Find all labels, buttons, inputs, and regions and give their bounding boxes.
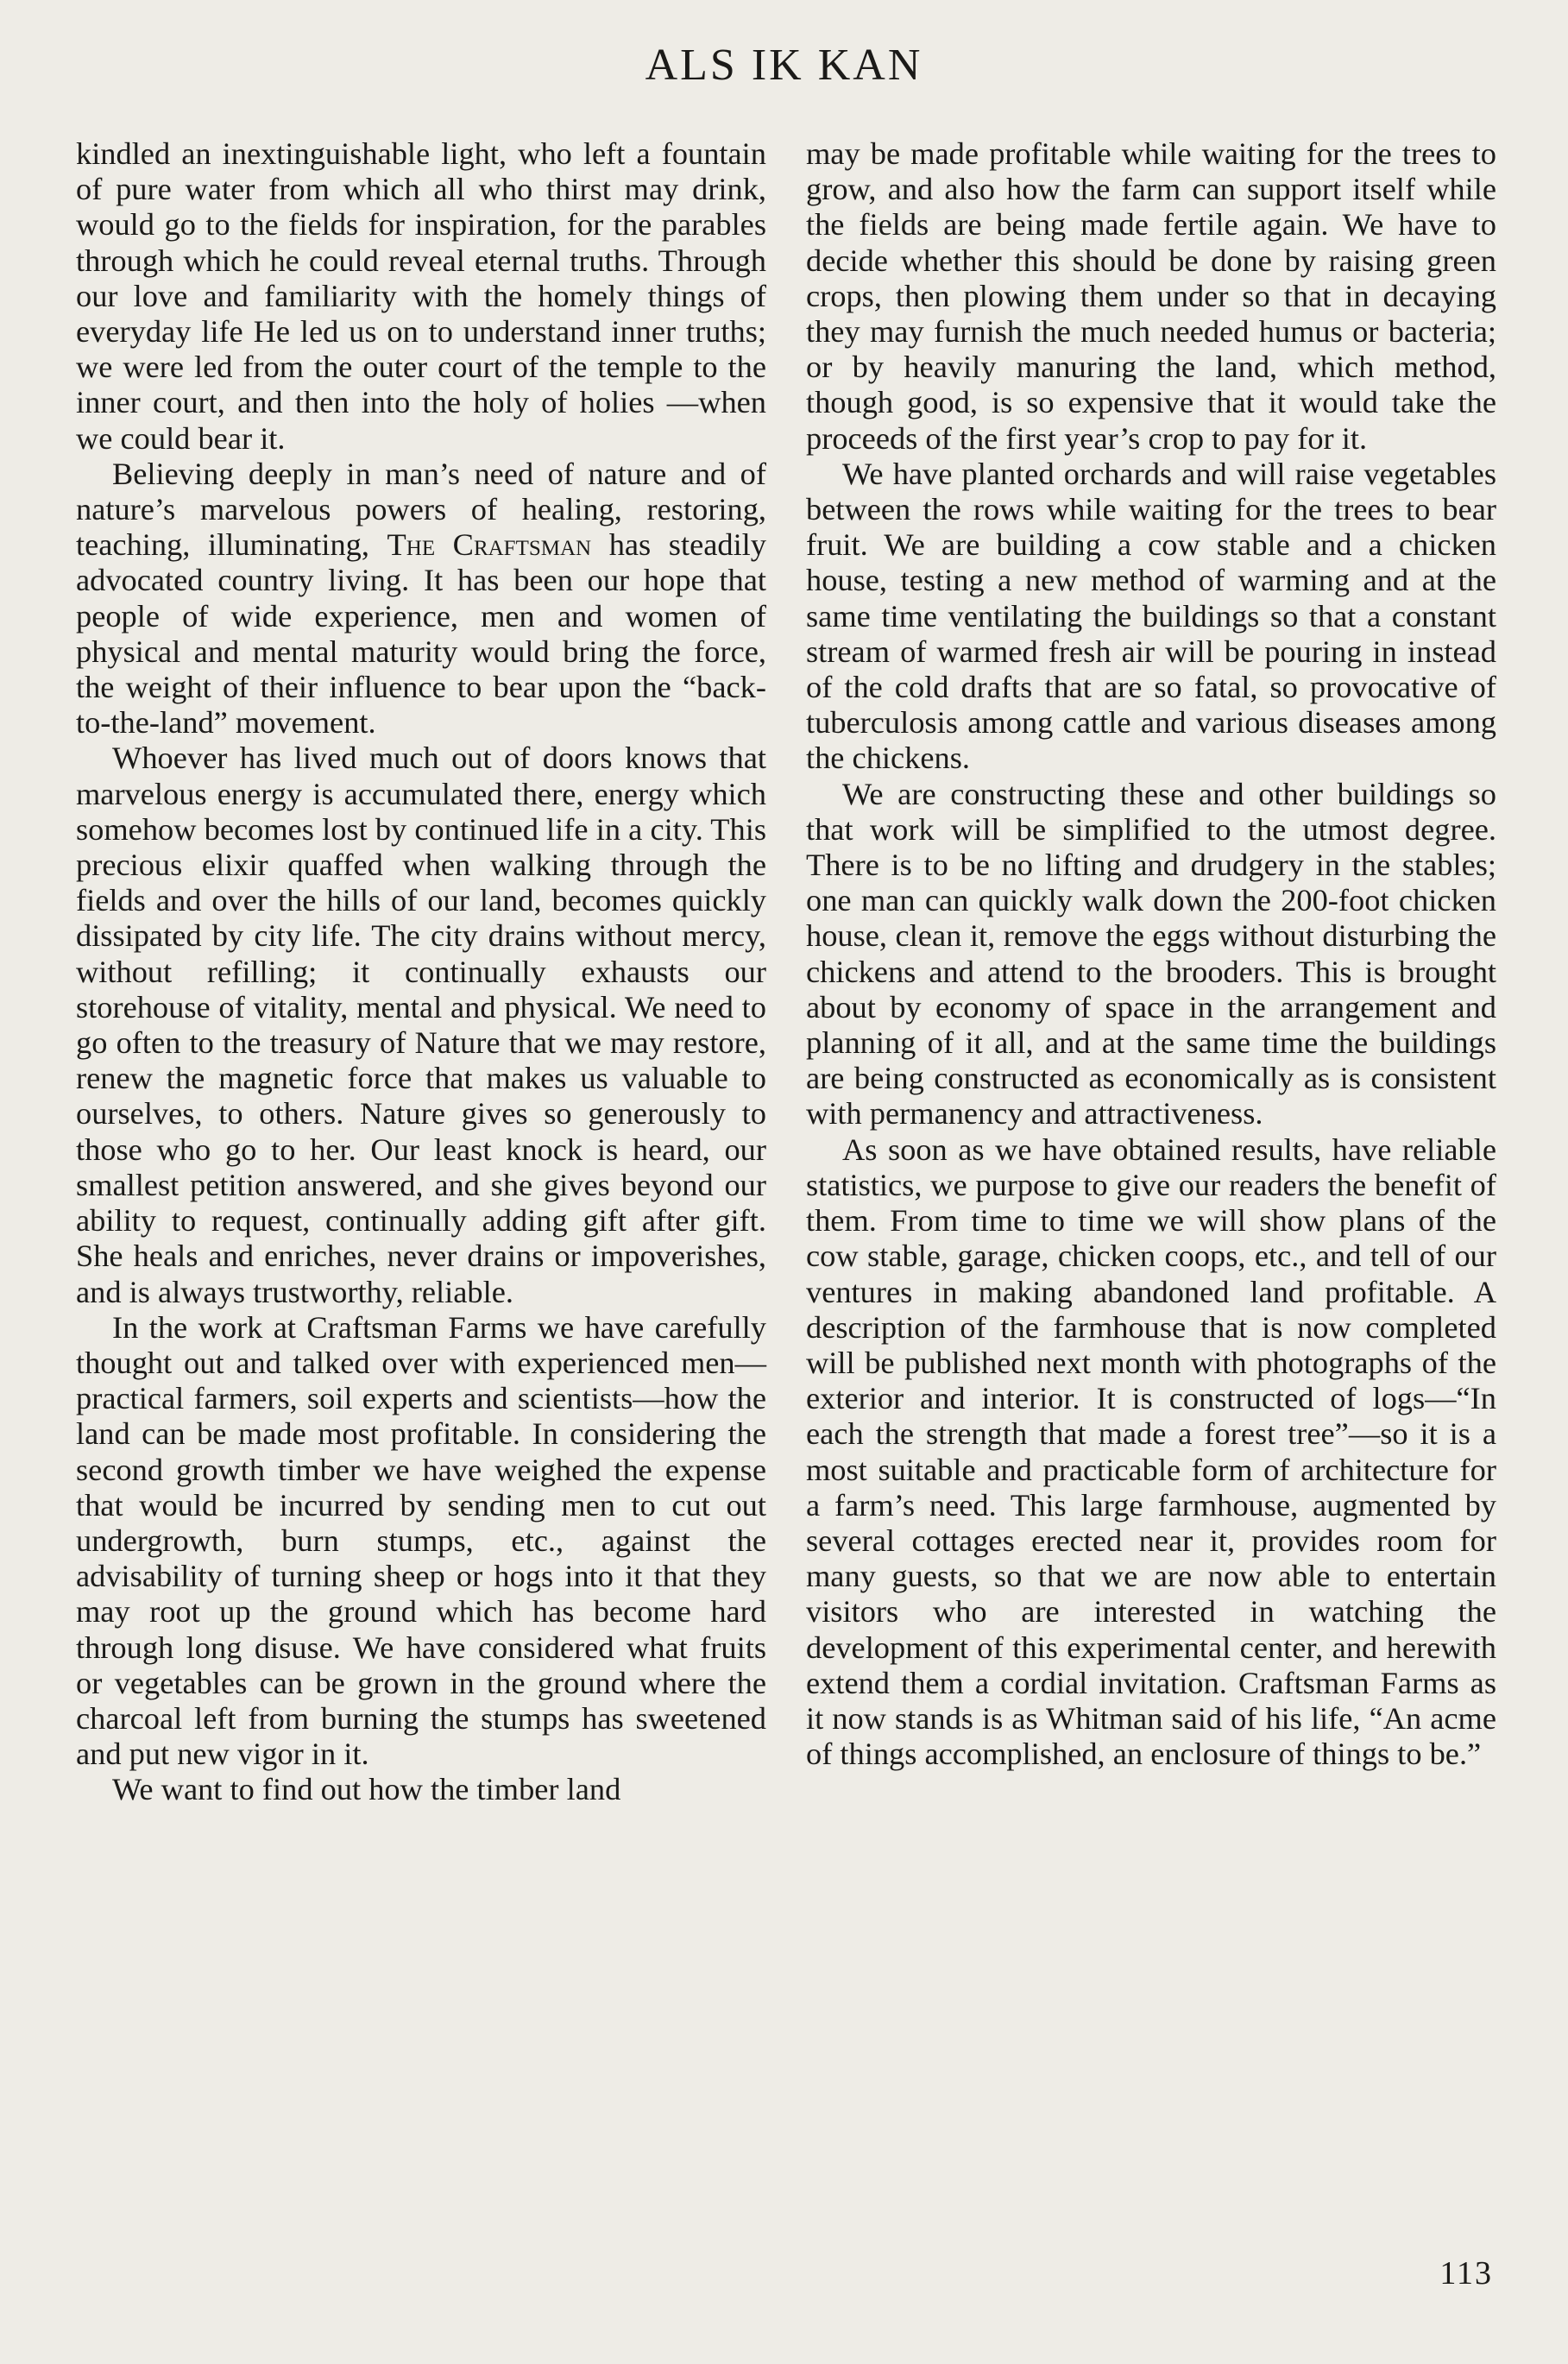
paragraph: may be made profitable while waiting for the trees to grow, and also how the farm can support itself while the fields are being made fertile again. We have to decide whether this should be done by raising green crops, then plowing them under so that in decaying they may furnish the much needed humus or bacteria; or by heavily manuring the land, which method, though good, is so expensive that it would take the proceeds of the first year’s crop to pay for it. bbox=[806, 136, 1496, 456]
paragraph: kindled an inextinguishable light, who left a fountain of pure water from which all who thirst may drink, would go to the fields for inspiration, for the parables through which he could reveal eternal truths. Through our love and familiarity with the homely things of everyday life He led us on to understand inner truths; we were led from the outer court of the temple to the inner court, and then into the holy of holies —when we could bear it. bbox=[76, 136, 766, 456]
paragraph: We want to find out how the timber land bbox=[112, 1772, 621, 1807]
paragraph: We are constructing these and other buildings so that work will be simplified to the utmost degree. There is to be no lifting and drudgery in the stables; one man can quickly walk down the 200-foot chicken house, clean it, remove the eggs without disturbing the chickens and attend to the brooders. This is brought about by economy of space in the arrangement and planning of it all, and at the same time the buildings are being constructed as economically as is consistent with permanency and attractiveness. bbox=[806, 776, 1496, 1132]
paragraph-text: Believing deeply in man’s need of nature and of nature’s marvelous powers of healing, restoring, teaching, illuminating, bbox=[76, 456, 766, 563]
magazine-name: The Craftsman bbox=[387, 527, 592, 563]
paragraph: Whoever has lived much out of doors knows that marvelous energy is accumulated there, energy which somehow becomes lost by continued life in a city. This precious elixir quaffed when walking through the fields and over the hills of our land, becomes quickly dissipated by city life. The city drains without mercy, without refilling; it continually exhausts our storehouse of vitality, mental and physical. We need to go often to the treasury of Nature that we may restore, renew the magnetic force that makes us valuable to ourselves, to others. Nature gives so generously to those who go to her. Our least knock is heard, our smallest petition answered, and she gives beyond our ability to request, continually adding gift after gift. She heals and enriches, never drains or impoverishes, and is always trustworthy, reliable. bbox=[76, 741, 766, 1309]
left-column bbox=[76, 136, 766, 1808]
paragraph bbox=[76, 457, 766, 741]
right-column bbox=[806, 136, 1496, 1772]
paragraph: In the work at Craftsman Farms we have carefully thought out and talked over with experienced men—practical farmers, soil experts and scientists—how the land can be made most profitable. In considering the second growth timber we have weighed the expense that would be incurred by sending men to cut out undergrowth, burn stumps, etc., against the advisability of turning sheep or hogs into it that they may root up the ground which has become hard through long disuse. We have considered what fruits or vegetables can be grown in the ground where the charcoal left from burning the stumps has sweetened and put new vigor in it. bbox=[76, 1309, 766, 1772]
paragraph: We have planted orchards and will raise vegetables between the rows while waiting for the trees to bear fruit. We are building a cow stable and a chicken house, testing a new method of warming and at the same time ventilating the buildings so that a constant stream of warmed fresh air will be pouring in instead of the cold drafts that are so fatal, so provocative of tuberculosis among cattle and various diseases among the chickens. bbox=[806, 456, 1496, 776]
paragraph-text: has steadily advocated country living. It has been our hope that people of wide experience, men and women of physical and mental maturity would bring the force, the weight of their influence to bear upon the “back-to-the-land” movement. bbox=[76, 527, 766, 741]
paragraph: As soon as we have obtained results, have reliable statistics, we purpose to give our readers the benefit of them. From time to time we will show plans of the cow stable, garage, chicken coops, etc., and tell of our ventures in making abandoned land profitable. A description of the farmhouse that is now completed will be published next month with photographs of the exterior and interior. It is constructed of logs—“In each the strength that made a forest tree”—so it is a most suitable and practicable form of architecture for a farm’s need. This large farmhouse, augmented by several cottages erected near it, provides room for many guests, so that we are now able to entertain visitors who are interested in watching the development of this experimental center, and herewith extend them a cordial invitation. Craftsman Farms as it now stands is as Whitman said of his life, “An acme of things accomplished, an enclosure of things to be.” bbox=[806, 1132, 1496, 1772]
page-number: 113 bbox=[1439, 2255, 1493, 2292]
running-header: ALS IK KAN bbox=[645, 41, 923, 90]
